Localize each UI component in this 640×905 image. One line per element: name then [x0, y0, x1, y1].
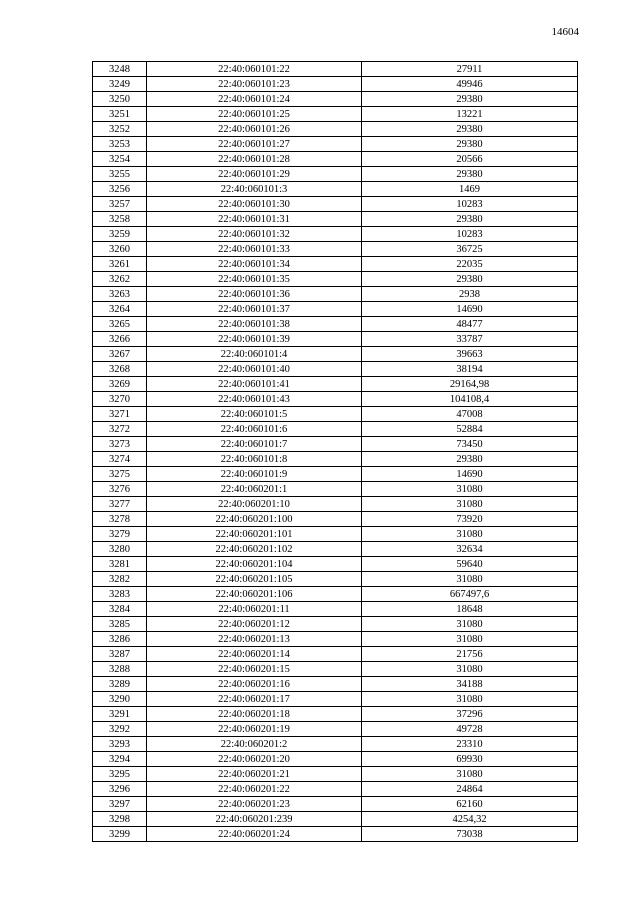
cadastral-number-cell: 22:40:060101:32: [147, 227, 362, 242]
cadastral-number-cell: 22:40:060201:12: [147, 617, 362, 632]
value-cell: 59640: [362, 557, 578, 572]
cadastral-number-cell: 22:40:060101:24: [147, 92, 362, 107]
cadastral-number-cell: 22:40:060201:18: [147, 707, 362, 722]
table-row: [93, 827, 578, 842]
row-number-cell: 3253: [93, 137, 147, 152]
cadastral-number-cell: 22:40:060101:34: [147, 257, 362, 272]
row-number-cell: 3280: [93, 542, 147, 557]
cadastral-number-cell: 22:40:060201:20: [147, 752, 362, 767]
cadastral-number-cell: 22:40:060101:7: [147, 437, 362, 452]
value-cell: 31080: [362, 662, 578, 677]
row-number-cell: 3257: [93, 197, 147, 212]
cadastral-number-cell: 22:40:060201:101: [147, 527, 362, 542]
value-cell: 31080: [362, 692, 578, 707]
row-number-cell: 3297: [93, 797, 147, 812]
cadastral-number-cell: 22:40:060201:239: [147, 812, 362, 827]
table-row: [93, 707, 578, 722]
row-number-cell: 3295: [93, 767, 147, 782]
value-cell: 29380: [362, 212, 578, 227]
value-cell: 667497,6: [362, 587, 578, 602]
row-number-cell: 3278: [93, 512, 147, 527]
value-cell: 32634: [362, 542, 578, 557]
table-row: [93, 602, 578, 617]
value-cell: 4254,32: [362, 812, 578, 827]
row-number-cell: 3260: [93, 242, 147, 257]
table-row: [93, 587, 578, 602]
cadastral-number-cell: 22:40:060101:9: [147, 467, 362, 482]
table-row: [93, 437, 578, 452]
table-row: [93, 92, 578, 107]
table-row: [93, 347, 578, 362]
table-row: [93, 107, 578, 122]
cadastral-number-cell: 22:40:060201:11: [147, 602, 362, 617]
table-row: [93, 62, 578, 77]
row-number-cell: 3263: [93, 287, 147, 302]
cadastral-number-cell: 22:40:060201:13: [147, 632, 362, 647]
cadastral-number-cell: 22:40:060201:23: [147, 797, 362, 812]
table-row: [93, 527, 578, 542]
table-row: [93, 227, 578, 242]
table-row: [93, 467, 578, 482]
value-cell: 29164,98: [362, 377, 578, 392]
table-row: [93, 512, 578, 527]
row-number-cell: 3266: [93, 332, 147, 347]
row-number-cell: 3283: [93, 587, 147, 602]
value-cell: 34188: [362, 677, 578, 692]
table-row: [93, 692, 578, 707]
table-row: [93, 662, 578, 677]
cadastral-number-cell: 22:40:060101:31: [147, 212, 362, 227]
row-number-cell: 3274: [93, 452, 147, 467]
row-number-cell: 3285: [93, 617, 147, 632]
table-row: [93, 137, 578, 152]
table-row: [93, 497, 578, 512]
value-cell: 2938: [362, 287, 578, 302]
row-number-cell: 3284: [93, 602, 147, 617]
cadastral-number-cell: 22:40:060101:40: [147, 362, 362, 377]
table-row: [93, 152, 578, 167]
cadastral-number-cell: 22:40:060201:10: [147, 497, 362, 512]
table-row: [93, 422, 578, 437]
table-row: [93, 797, 578, 812]
value-cell: 10283: [362, 197, 578, 212]
cadastral-number-cell: 22:40:060101:33: [147, 242, 362, 257]
value-cell: 69930: [362, 752, 578, 767]
table-row: [93, 362, 578, 377]
cadastral-number-cell: 22:40:060201:106: [147, 587, 362, 602]
row-number-cell: 3264: [93, 302, 147, 317]
table-row: [93, 182, 578, 197]
cadastral-number-cell: 22:40:060101:27: [147, 137, 362, 152]
row-number-cell: 3289: [93, 677, 147, 692]
row-number-cell: 3258: [93, 212, 147, 227]
row-number-cell: 3293: [93, 737, 147, 752]
value-cell: 62160: [362, 797, 578, 812]
table-row: [93, 482, 578, 497]
table-row: [93, 767, 578, 782]
cadastral-number-cell: 22:40:060201:2: [147, 737, 362, 752]
value-cell: 31080: [362, 497, 578, 512]
value-cell: 31080: [362, 482, 578, 497]
row-number-cell: 3271: [93, 407, 147, 422]
row-number-cell: 3272: [93, 422, 147, 437]
value-cell: 31080: [362, 617, 578, 632]
cadastral-number-cell: 22:40:060101:3: [147, 182, 362, 197]
cadastral-number-cell: 22:40:060101:4: [147, 347, 362, 362]
value-cell: 49946: [362, 77, 578, 92]
value-cell: 38194: [362, 362, 578, 377]
row-number-cell: 3267: [93, 347, 147, 362]
page-number: 14604: [551, 26, 579, 38]
value-cell: 24864: [362, 782, 578, 797]
cadastral-number-cell: 22:40:060201:19: [147, 722, 362, 737]
row-number-cell: 3275: [93, 467, 147, 482]
value-cell: 29380: [362, 92, 578, 107]
cadastral-value-table: [92, 61, 578, 842]
cadastral-number-cell: 22:40:060101:23: [147, 77, 362, 92]
cadastral-number-cell: 22:40:060201:16: [147, 677, 362, 692]
cadastral-number-cell: 22:40:060201:21: [147, 767, 362, 782]
value-cell: 73450: [362, 437, 578, 452]
row-number-cell: 3299: [93, 827, 147, 842]
value-cell: 22035: [362, 257, 578, 272]
row-number-cell: 3249: [93, 77, 147, 92]
cadastral-number-cell: 22:40:060201:14: [147, 647, 362, 662]
value-cell: 21756: [362, 647, 578, 662]
value-cell: 48477: [362, 317, 578, 332]
row-number-cell: 3254: [93, 152, 147, 167]
cadastral-number-cell: 22:40:060101:5: [147, 407, 362, 422]
cadastral-number-cell: 22:40:060101:38: [147, 317, 362, 332]
cadastral-number-cell: 22:40:060101:37: [147, 302, 362, 317]
table-row: [93, 392, 578, 407]
table-row: [93, 752, 578, 767]
row-number-cell: 3286: [93, 632, 147, 647]
row-number-cell: 3296: [93, 782, 147, 797]
value-cell: 39663: [362, 347, 578, 362]
row-number-cell: 3256: [93, 182, 147, 197]
value-cell: 29380: [362, 272, 578, 287]
row-number-cell: 3279: [93, 527, 147, 542]
table-row: [93, 257, 578, 272]
cadastral-number-cell: 22:40:060201:24: [147, 827, 362, 842]
cadastral-number-cell: 22:40:060201:100: [147, 512, 362, 527]
row-number-cell: 3291: [93, 707, 147, 722]
row-number-cell: 3287: [93, 647, 147, 662]
value-cell: 52884: [362, 422, 578, 437]
table-row: [93, 197, 578, 212]
cadastral-number-cell: 22:40:060201:17: [147, 692, 362, 707]
row-number-cell: 3261: [93, 257, 147, 272]
table-row: [93, 617, 578, 632]
cadastral-number-cell: 22:40:060101:29: [147, 167, 362, 182]
table-row: [93, 77, 578, 92]
value-cell: 49728: [362, 722, 578, 737]
table-row: [93, 242, 578, 257]
value-cell: 33787: [362, 332, 578, 347]
row-number-cell: 3290: [93, 692, 147, 707]
value-cell: 27911: [362, 62, 578, 77]
value-cell: 31080: [362, 767, 578, 782]
value-cell: 29380: [362, 137, 578, 152]
row-number-cell: 3288: [93, 662, 147, 677]
value-cell: 31080: [362, 527, 578, 542]
value-cell: 1469: [362, 182, 578, 197]
value-cell: 73920: [362, 512, 578, 527]
cadastral-number-cell: 22:40:060101:26: [147, 122, 362, 137]
row-number-cell: 3252: [93, 122, 147, 137]
value-cell: 10283: [362, 227, 578, 242]
cadastral-number-cell: 22:40:060201:104: [147, 557, 362, 572]
table-row: [93, 407, 578, 422]
cadastral-number-cell: 22:40:060101:30: [147, 197, 362, 212]
cadastral-number-cell: 22:40:060101:36: [147, 287, 362, 302]
table-row: [93, 542, 578, 557]
cadastral-number-cell: 22:40:060201:1: [147, 482, 362, 497]
row-number-cell: 3259: [93, 227, 147, 242]
value-cell: 47008: [362, 407, 578, 422]
cadastral-number-cell: 22:40:060201:15: [147, 662, 362, 677]
value-cell: 31080: [362, 632, 578, 647]
table-row: [93, 647, 578, 662]
cadastral-number-cell: 22:40:060101:22: [147, 62, 362, 77]
table-row: [93, 122, 578, 137]
value-cell: 31080: [362, 572, 578, 587]
row-number-cell: 3276: [93, 482, 147, 497]
row-number-cell: 3248: [93, 62, 147, 77]
cadastral-number-cell: 22:40:060201:102: [147, 542, 362, 557]
row-number-cell: 3250: [93, 92, 147, 107]
value-cell: 37296: [362, 707, 578, 722]
table-row: [93, 677, 578, 692]
table-body: [93, 62, 578, 842]
value-cell: 36725: [362, 242, 578, 257]
value-cell: 29380: [362, 122, 578, 137]
table-row: [93, 272, 578, 287]
table-row: [93, 737, 578, 752]
row-number-cell: 3281: [93, 557, 147, 572]
table-row: [93, 317, 578, 332]
row-number-cell: 3251: [93, 107, 147, 122]
table-row: [93, 332, 578, 347]
value-cell: 23310: [362, 737, 578, 752]
value-cell: 13221: [362, 107, 578, 122]
cadastral-number-cell: 22:40:060101:43: [147, 392, 362, 407]
value-cell: 104108,4: [362, 392, 578, 407]
row-number-cell: 3277: [93, 497, 147, 512]
table-row: [93, 377, 578, 392]
table-row: [93, 812, 578, 827]
cadastral-number-cell: 22:40:060201:22: [147, 782, 362, 797]
value-cell: 73038: [362, 827, 578, 842]
cadastral-number-cell: 22:40:060101:6: [147, 422, 362, 437]
table-row: [93, 287, 578, 302]
cadastral-number-cell: 22:40:060101:28: [147, 152, 362, 167]
cadastral-number-cell: 22:40:060101:35: [147, 272, 362, 287]
row-number-cell: 3268: [93, 362, 147, 377]
table-row: [93, 722, 578, 737]
value-cell: 20566: [362, 152, 578, 167]
table-row: [93, 632, 578, 647]
row-number-cell: 3269: [93, 377, 147, 392]
row-number-cell: 3298: [93, 812, 147, 827]
cadastral-number-cell: 22:40:060201:105: [147, 572, 362, 587]
value-cell: 14690: [362, 302, 578, 317]
table-row: [93, 557, 578, 572]
row-number-cell: 3255: [93, 167, 147, 182]
cadastral-number-cell: 22:40:060101:8: [147, 452, 362, 467]
row-number-cell: 3265: [93, 317, 147, 332]
cadastral-number-cell: 22:40:060101:41: [147, 377, 362, 392]
row-number-cell: 3262: [93, 272, 147, 287]
row-number-cell: 3292: [93, 722, 147, 737]
cadastral-number-cell: 22:40:060101:25: [147, 107, 362, 122]
row-number-cell: 3294: [93, 752, 147, 767]
table-row: [93, 782, 578, 797]
table-row: [93, 452, 578, 467]
table-row: [93, 167, 578, 182]
table-row: [93, 302, 578, 317]
cadastral-number-cell: 22:40:060101:39: [147, 332, 362, 347]
value-cell: 29380: [362, 452, 578, 467]
table-row: [93, 572, 578, 587]
row-number-cell: 3270: [93, 392, 147, 407]
value-cell: 18648: [362, 602, 578, 617]
row-number-cell: 3273: [93, 437, 147, 452]
value-cell: 14690: [362, 467, 578, 482]
table-row: [93, 212, 578, 227]
row-number-cell: 3282: [93, 572, 147, 587]
value-cell: 29380: [362, 167, 578, 182]
